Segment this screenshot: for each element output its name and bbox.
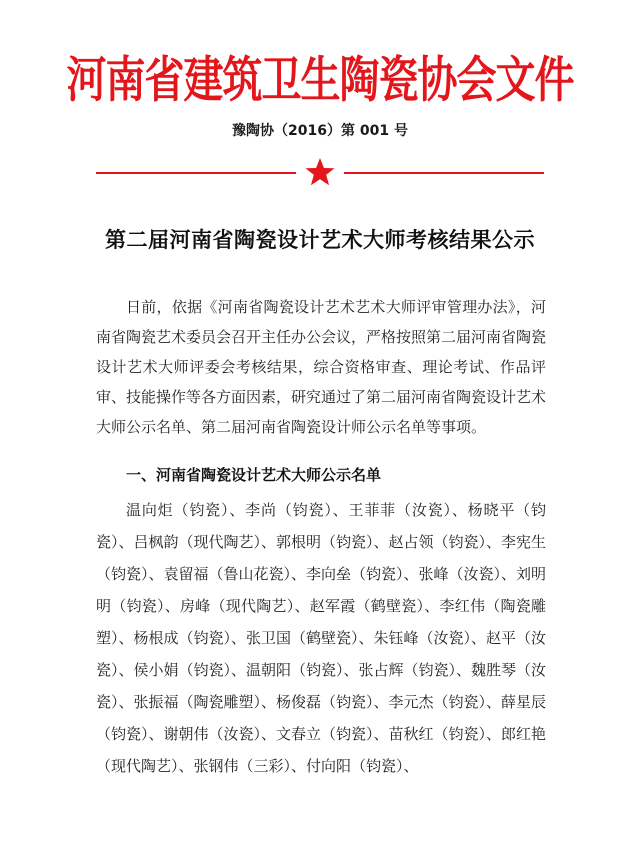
name-list-paragraph: 温向炬（钧瓷）、李尚（钧瓷）、王菲菲（汝瓷）、杨晓平（钧瓷）、吕枫韵（现代陶艺）、郭根明（钧瓷）、赵占领（钧瓷）、李宪生（钧瓷）、袁留福（鲁山花瓷）、李向垒（钧瓷）、张峰（汝瓷）、刘明明（钧瓷）、房峰（现代陶艺）、赵军霞（鹤壁瓷）、李红伟（陶瓷雕塑）、杨根成（钧瓷）、张卫国（鹤壁瓷）、朱钰峰（汝瓷）、赵平（汝瓷）、侯小娟（钧瓷）、温朝阳（钧瓷）、张占辉（钧瓷）、魏胜琴（汝瓷）、张振福（陶瓷雕塑）、杨俊磊（钧瓷）、李元杰（钧瓷）、薛星辰（钧瓷）、谢朝伟（汝瓷）、文春立（钧瓷）、苗秋红（钧瓷）、郎红艳（现代陶艺）、张钢伟（三彩）、付向阳（钧瓷）、 bbox=[96, 501, 547, 775]
header-divider-left bbox=[96, 172, 296, 174]
star-icon bbox=[304, 156, 336, 188]
section-heading: 一、河南省陶瓷设计艺术大师公示名单 bbox=[126, 466, 382, 484]
org-masthead-title: 河南省建筑卫生陶瓷协会文件 bbox=[66, 51, 574, 109]
header-divider-right bbox=[344, 172, 544, 174]
intro-paragraph: 日前，依据《河南省陶瓷设计艺术艺术大师评审管理办法》，河南省陶瓷艺术委员会召开主任办公会议，严格按照第二届河南省陶瓷设计艺术大师评委会考核结果，综合资格审查、理论考试、作品评审、技能操作等各方面因素，研究通过了第二届河南省陶瓷设计艺术大师公示名单、第二届河南省陶瓷设计师公示名单等事项。 bbox=[96, 298, 547, 436]
document-title: 第二届河南省陶瓷设计艺术大师考核结果公示 bbox=[105, 227, 535, 252]
document-number: 豫陶协（2016）第 001 号 bbox=[232, 123, 408, 139]
